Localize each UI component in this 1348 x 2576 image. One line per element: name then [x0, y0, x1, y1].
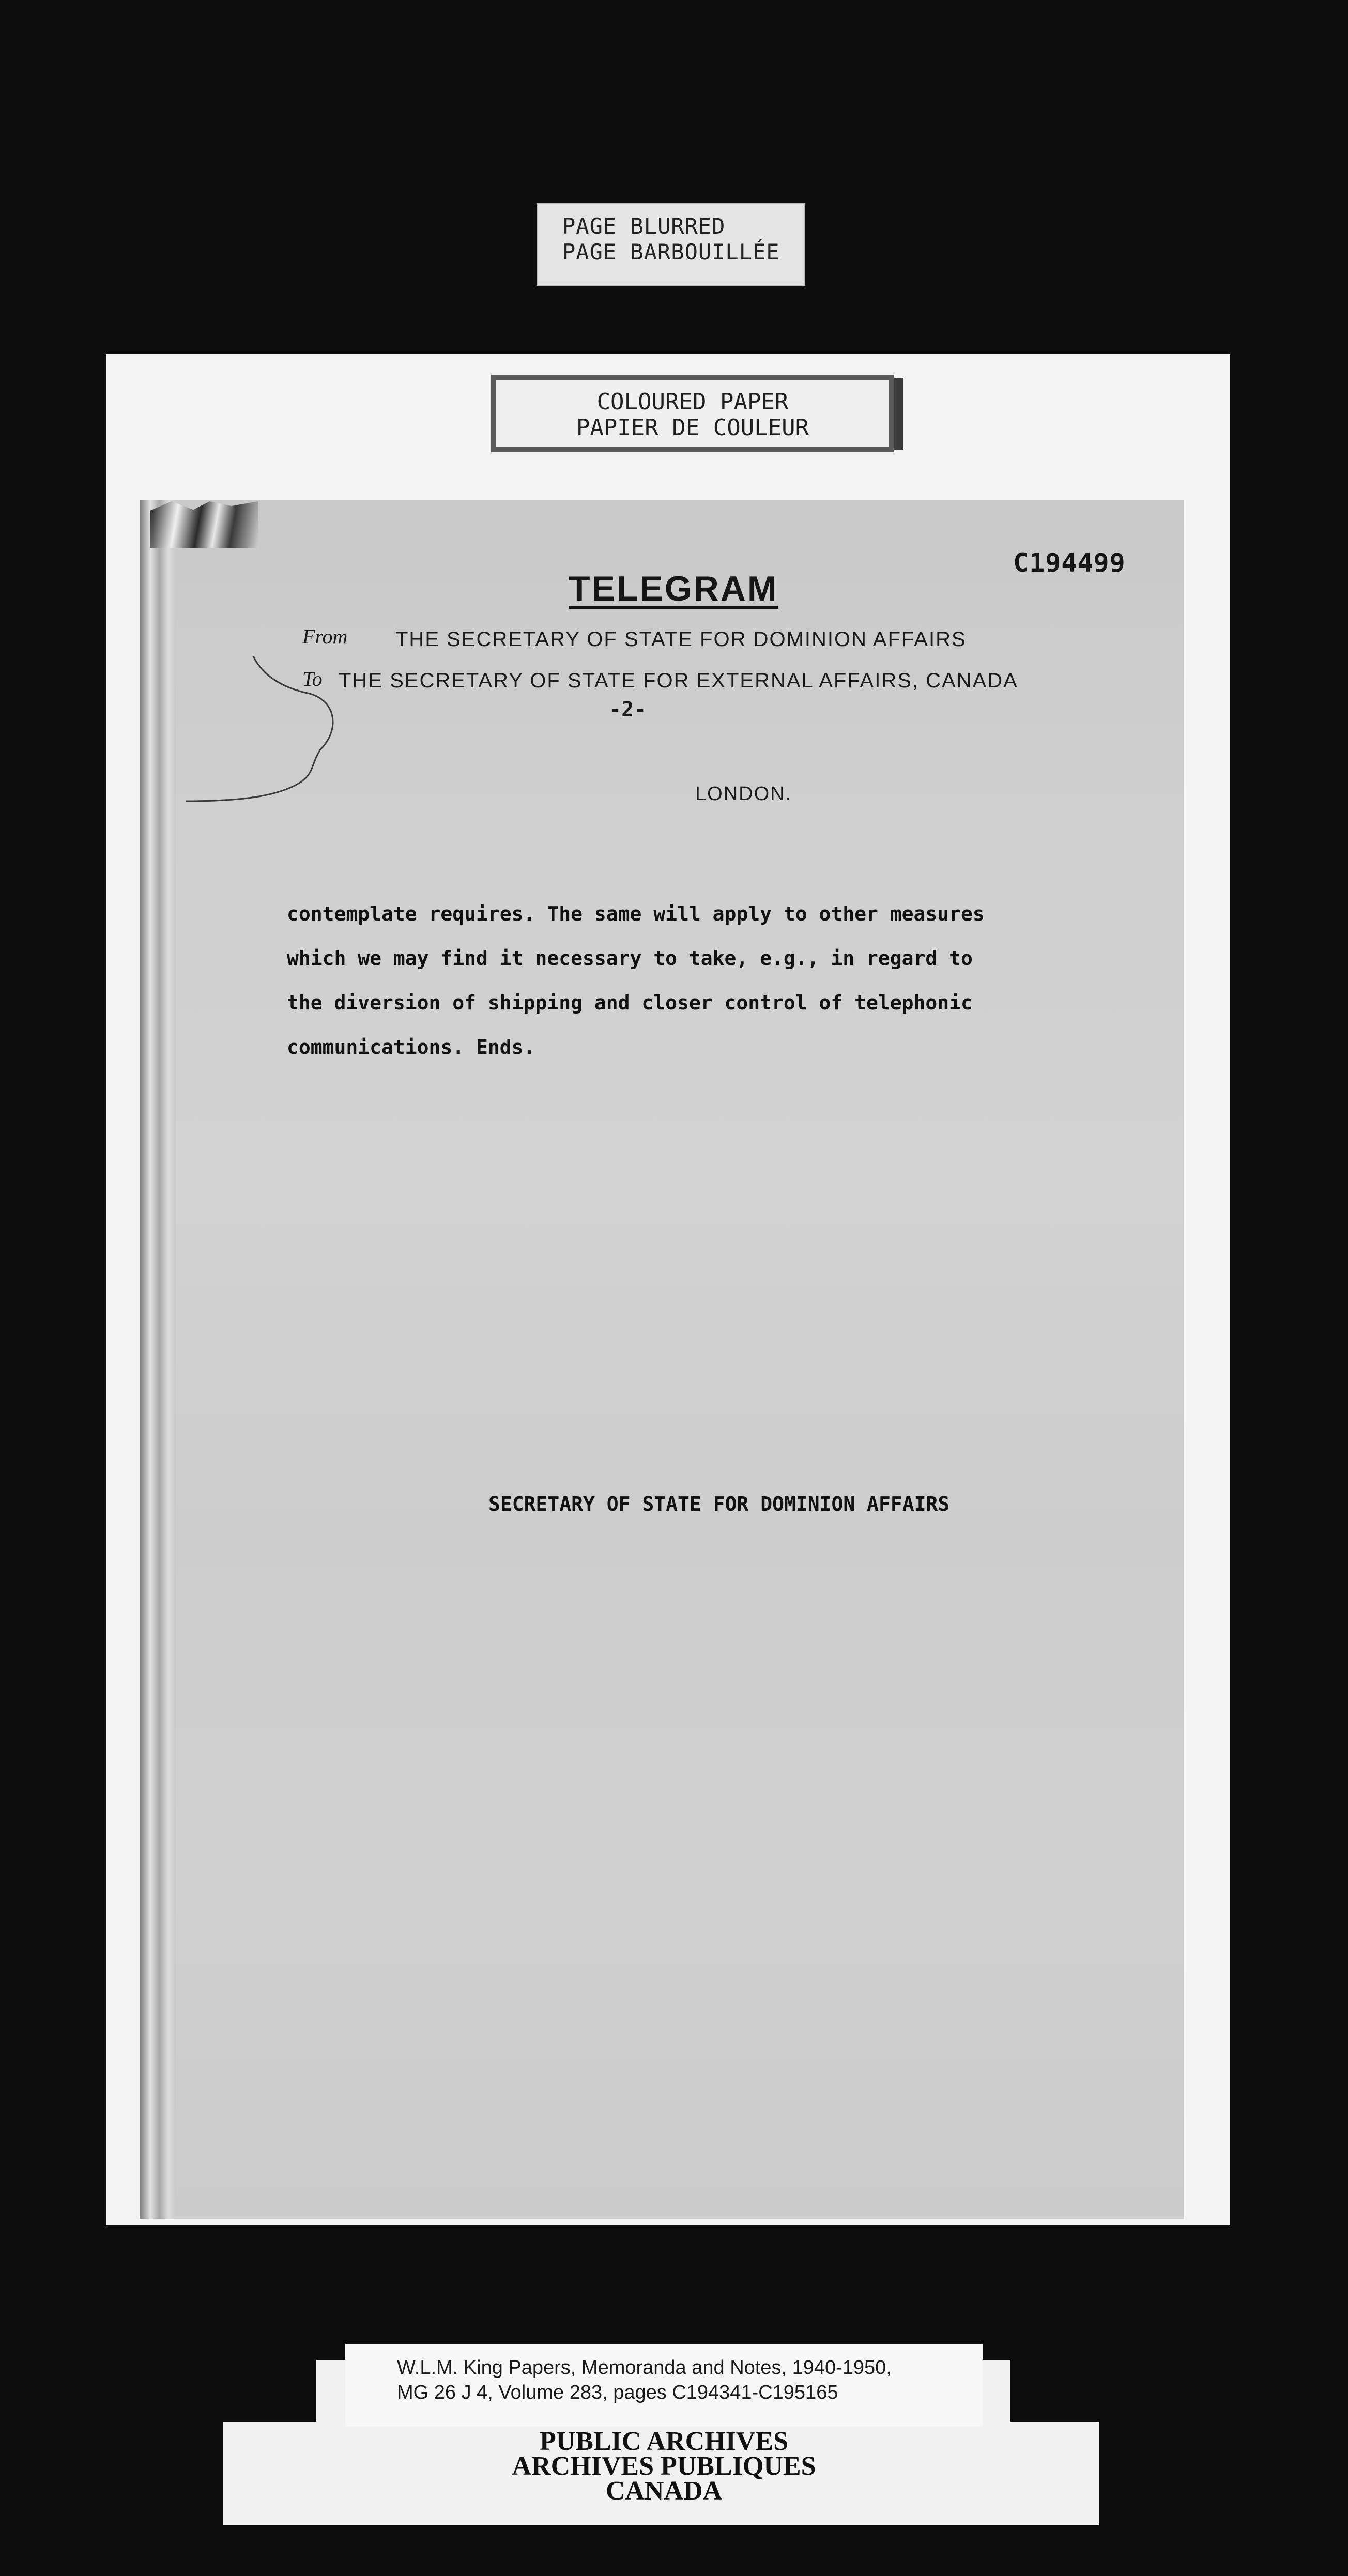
archive-reference: [345, 2344, 983, 2427]
coloured-paper-label: [491, 375, 894, 452]
to-label: To: [302, 667, 323, 691]
location: LONDON.: [695, 783, 792, 805]
telegram-title: TELEGRAM: [569, 569, 778, 608]
document-number: C194499: [1013, 548, 1126, 578]
telegram-body: [287, 892, 1093, 1069]
paper-fold-edge: [140, 500, 176, 2219]
from-value: THE SECRETARY OF STATE FOR DOMINION AFFAIRS: [395, 628, 967, 651]
from-label: From: [302, 625, 348, 648]
body-line: contemplate requires. The same will apply to other measures: [287, 902, 985, 925]
to-value: THE SECRETARY OF STATE FOR EXTERNAL AFFAIRS, CANADA: [339, 669, 1018, 692]
signature: SECRETARY OF STATE FOR DOMINION AFFAIRS: [488, 1493, 950, 1515]
archive-name-line: ARCHIVES PUBLIQUES: [512, 2451, 816, 2481]
body-line: which we may find it necessary to take, e.g., in regard to: [287, 947, 973, 970]
pencil-scribble: [181, 646, 362, 811]
body-line: the diversion of shipping and closer control of telephonic: [287, 991, 973, 1014]
archive-reference-line: MG 26 J 4, Volume 283, pages C194341-C195165: [397, 2382, 838, 2403]
archive-name-line: PUBLIC ARCHIVES: [539, 2427, 789, 2456]
page-blurred-label: [537, 203, 805, 286]
coloured-paper-label-en: COLOURED PAPER: [596, 389, 789, 415]
archive-name-line: CANADA: [605, 2476, 723, 2506]
archive-name: [345, 2429, 983, 2504]
body-line: communications. Ends.: [287, 1036, 535, 1059]
page-blurred-label-fr: PAGE BARBOUILLÉE: [562, 239, 780, 265]
paper-curl: [150, 501, 258, 548]
page-blurred-label-en: PAGE BLURRED: [562, 213, 726, 239]
coloured-paper-label-fr: PAPIER DE COULEUR: [576, 415, 809, 441]
page-number: -2-: [609, 698, 647, 722]
archive-reference-line: W.L.M. King Papers, Memoranda and Notes, 1940-1950,: [397, 2357, 892, 2379]
